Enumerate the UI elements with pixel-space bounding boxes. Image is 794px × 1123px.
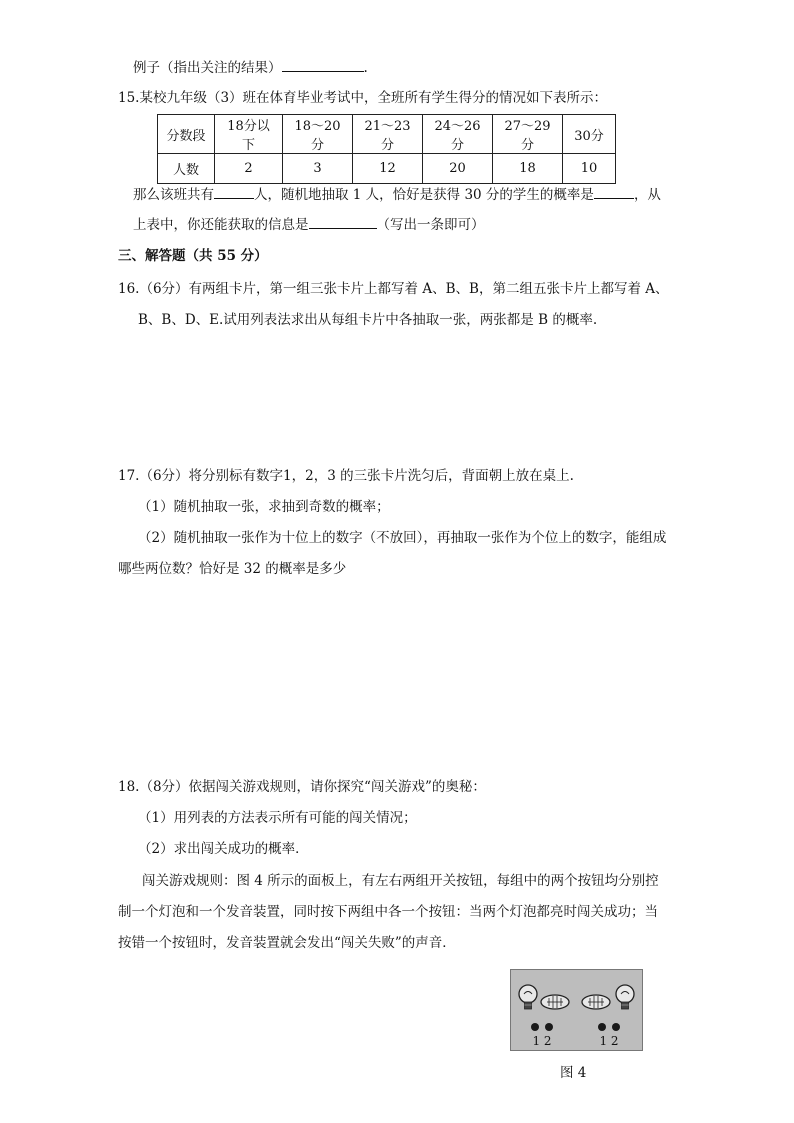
right-button-1[interactable] xyxy=(598,1023,606,1031)
table-cell: 3 xyxy=(283,154,353,184)
q15-question-line1: 那么该班共有 人，随机地抽取 1 人，恰好是获得 30 分的学生的概率是 ，从 xyxy=(133,184,661,205)
table-header-cell: 30分 xyxy=(563,115,616,154)
table-header-cell: 21～23分 xyxy=(353,115,423,154)
table-header-cell: 24～26分 xyxy=(423,115,493,154)
q16-line2: B、B、D、E.试用列表法求出从每组卡片中各抽取一张，两张都是 B 的概率. xyxy=(138,312,598,328)
class-total-blank[interactable] xyxy=(214,184,254,199)
q18-sub2: （2）求出闯关成功的概率． xyxy=(138,841,309,857)
table-row xyxy=(158,115,616,154)
table-cell: 18 xyxy=(493,154,563,184)
table-row-label: 人数 xyxy=(158,154,215,184)
q17-line1: 17.（6分）将分别标有数字1，2，3 的三张卡片洗匀后，背面朝上放在桌上. xyxy=(118,468,574,484)
q17-sub2: （2）随机抽取一张作为十位上的数字（不放回），再抽取一张作为个位上的数字，能组成 xyxy=(138,530,667,546)
section-title: 三、解答题（共 55 分） xyxy=(118,248,268,264)
probability-blank[interactable] xyxy=(594,184,634,199)
table-row xyxy=(158,154,616,184)
left-button-1[interactable] xyxy=(531,1023,539,1031)
q18-sub1: （1）用列表的方法表示所有可能的闯关情况； xyxy=(138,810,417,826)
score-table xyxy=(157,114,616,184)
q18-rule2: 制一个灯泡和一个发音装置，同时按下两组中各一个按钮：当两个灯泡都亮时闯关成功；当 xyxy=(118,904,658,920)
game-panel-drawing xyxy=(511,970,642,1050)
right-button-2[interactable] xyxy=(612,1023,620,1031)
figure-caption: 图 4 xyxy=(560,1065,587,1081)
left-bulb-icon xyxy=(519,985,537,1009)
left-speaker-icon xyxy=(541,995,569,1009)
q16-line1: 16.（6分）有两组卡片，第一组三张卡片上都写着 A、B、B，第二组五张卡片上都写着 A、 xyxy=(118,281,669,297)
q18-rule1: 闯关游戏规则：图 4 所示的面板上，有左右两组开关按钮，每组中的两个按钮均分别控 xyxy=(142,873,659,889)
left-button-2[interactable] xyxy=(545,1023,553,1031)
left-button-labels: 1 2 xyxy=(532,1034,552,1048)
info-blank[interactable] xyxy=(309,214,377,229)
q17-sub2-cont: 哪些两位数？恰好是 32 的概率是多少 xyxy=(118,561,347,577)
q15-intro: 15.某校九年级（3）班在体育毕业考试中，全班所有学生得分的情况如下表所示： xyxy=(118,90,608,106)
q18-rule3: 按错一个按钮时，发音装置就会发出“闯关失败”的声音． xyxy=(118,935,456,951)
table-header-cell: 18分以下 xyxy=(215,115,283,154)
q17-sub1: （1）随机抽取一张，求抽到奇数的概率； xyxy=(138,499,390,515)
table-cell: 2 xyxy=(215,154,283,184)
table-cell: 20 xyxy=(423,154,493,184)
table-cell: 10 xyxy=(563,154,616,184)
q14-tail-line: 例子（指出关注的结果） . xyxy=(133,57,368,78)
right-bulb-icon xyxy=(616,985,634,1009)
table-header-cell: 18～20分 xyxy=(283,115,353,154)
right-button-labels: 1 2 xyxy=(599,1034,619,1048)
table-cell: 12 xyxy=(353,154,423,184)
table-header-label: 分数段 xyxy=(158,115,215,154)
right-speaker-icon xyxy=(582,995,610,1009)
answer-blank[interactable] xyxy=(282,57,364,72)
q18-line1: 18.（8分）依据闯关游戏规则，请你探究“闯关游戏”的奥秘： xyxy=(118,779,486,795)
game-panel-figure xyxy=(510,969,643,1051)
q15-question-line2: 上表中，你还能获取的信息是 （写出一条即可） xyxy=(133,214,485,235)
table-header-cell: 27～29分 xyxy=(493,115,563,154)
